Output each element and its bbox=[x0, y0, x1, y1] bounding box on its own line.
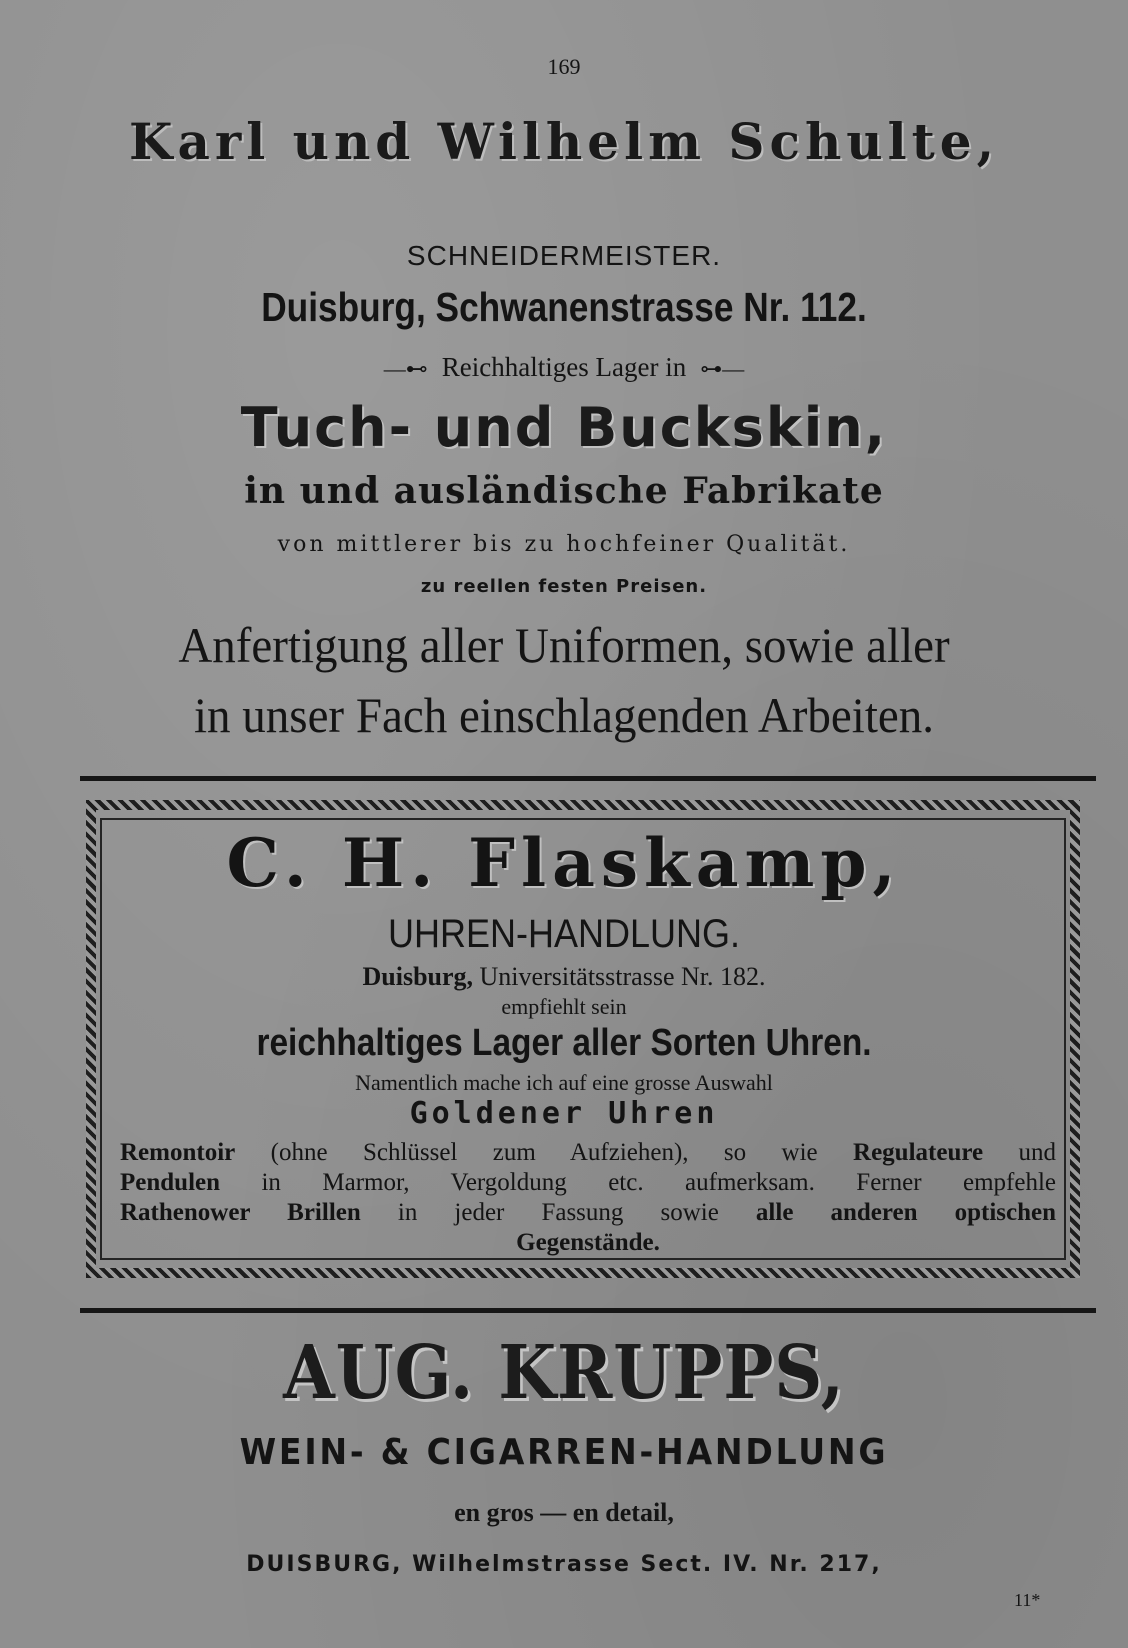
optical-label: alle anderen optischen bbox=[755, 1199, 1057, 1226]
flaskamp-city: Duisburg, bbox=[362, 962, 474, 991]
krupps-sales: en gros — en detail, bbox=[454, 1498, 674, 1527]
brillen-note: in jeder Fassung sowie bbox=[397, 1199, 719, 1226]
schulte-goods: Tuch- und Buckskin, bbox=[240, 396, 888, 459]
schulte-stock-intro: Reichhaltiges Lager in bbox=[441, 352, 687, 382]
flaskamp-stock: reichhaltiges Lager aller Sorten Uhren. bbox=[256, 1022, 872, 1064]
schulte-trade: SCHNEIDERMEISTER. bbox=[406, 240, 722, 271]
flaskamp-body-line-1 bbox=[120, 1138, 1056, 1168]
krupps-trade: WEIN- & CIGARREN-HANDLUNG bbox=[239, 1432, 889, 1473]
flaskamp-address bbox=[0, 962, 1128, 992]
schulte-address: Duisburg, Schwanenstrasse Nr. 112. bbox=[261, 284, 867, 330]
remontoir-note: (ohne Schlüssel zum Aufziehen), so wie bbox=[270, 1139, 818, 1166]
regulateure-label: Regulateure bbox=[853, 1139, 984, 1166]
flaskamp-body-line-4: Gegenstände. bbox=[516, 1229, 660, 1256]
schulte-heading: Karl und Wilhelm Schulte, bbox=[129, 112, 999, 171]
flaskamp-trade: UHREN-HANDLUNG. bbox=[387, 912, 741, 956]
brillen-label: Rathenower Brillen bbox=[120, 1199, 361, 1226]
flaskamp-body-line-3 bbox=[120, 1198, 1056, 1228]
left-flourish-icon: —⊷ bbox=[383, 356, 428, 381]
divider-rule bbox=[80, 1308, 1096, 1313]
schulte-quality: von mittlerer bis zu hochfeiner Qualität. bbox=[277, 532, 851, 557]
right-flourish-icon: ⊶— bbox=[700, 356, 745, 381]
flaskamp-body-line-2 bbox=[120, 1168, 1056, 1198]
flaskamp-name: C. H. Flaskamp, bbox=[226, 824, 902, 902]
pendulen-label: Pendulen bbox=[120, 1169, 221, 1196]
schulte-fabrics: in und ausländische Fabrikate bbox=[244, 470, 884, 512]
remontoir-label: Remontoir bbox=[120, 1139, 236, 1166]
divider-rule bbox=[80, 776, 1096, 781]
signature-mark: 11* bbox=[1014, 1590, 1041, 1610]
schulte-tailoring-line-1: Anfertigung aller Uniformen, sowie aller bbox=[178, 617, 950, 673]
schulte-tailoring-line-2: in unser Fach einschlagenden Arbeiten. bbox=[193, 687, 935, 743]
schulte-prices: zu reellen festen Preisen. bbox=[420, 576, 708, 597]
page-number: 169 bbox=[547, 54, 581, 79]
pendulen-note: in Marmor, Vergoldung etc. aufmerksam. Ferner empfehle bbox=[261, 1169, 1056, 1196]
und-text: und bbox=[1018, 1139, 1056, 1166]
schulte-stock-intro-line bbox=[0, 352, 1128, 383]
flaskamp-gold-watches: Goldener Uhren bbox=[409, 1096, 719, 1131]
krupps-address: DUISBURG, Wilhelmstrasse Sect. IV. Nr. 217, bbox=[246, 1552, 882, 1577]
flaskamp-recommends: empfiehlt sein bbox=[501, 994, 627, 1019]
flaskamp-street: Universitätsstrasse Nr. 182. bbox=[479, 962, 766, 991]
krupps-name: AUG. KRUPPS, bbox=[283, 1330, 845, 1416]
flaskamp-selection: Namentlich mache ich auf eine grosse Auswahl bbox=[355, 1070, 773, 1095]
